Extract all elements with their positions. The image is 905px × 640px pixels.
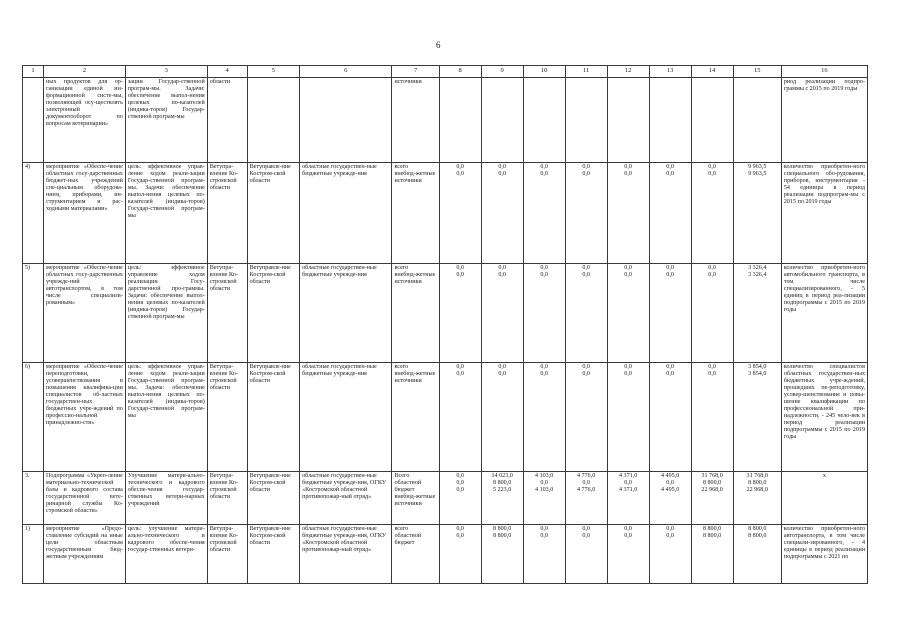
value-cell: 0,0 [666,480,674,486]
value-cell: 3 326,4 [748,272,767,278]
measure-name: мероприятие «Обеспе-чение областных госу-дарственных учрежде-ний автотранспортом, в том числе специализи-рованным» [43,264,125,363]
indicator-text: количество приобретен-ного автомобильного транспорта, в том числе специализированного, - 5 единиц в период реа-лизации подпрограммы с 2015 по 2019 годы [781,264,867,363]
header-cell: 1 [23,66,44,78]
value-cell: 0,0 [582,364,590,370]
table-row [23,264,868,363]
funding-source-line: областной бюджет [394,533,422,546]
value-cell: 0,0 [540,171,548,177]
value-cell: 0,0 [624,272,632,278]
funding-source-line: Всего [394,473,410,479]
value-cell: 4 776,0 [576,487,596,493]
header-cell: 11 [565,66,607,78]
goal-text: цель: улучшение матери-ально-технического и кадрового обеспе-чения государ-ственных ветери- [125,525,207,584]
value-cell: 0,0 [540,371,548,377]
value-cell: 0,0 [498,371,506,377]
indicator-text: количество приобретен-ного автотранспорта, в том числе специали-зированного, - 4 единицы в период реализации подпрограммы с 2021 по [781,525,867,584]
header-cell: 9 [481,66,523,78]
funding-source [392,163,439,264]
value-cell: 0,0 [456,473,464,479]
value-cell: 0,0 [456,371,464,377]
value-cell: 4 371,0 [618,487,638,493]
header-cell: 12 [607,66,649,78]
executor: Ветупра-вление Ко-стромской области [207,363,247,472]
value-cell: 9 963,5 [748,171,767,177]
header-row [23,66,868,78]
value-cell: 0,0 [582,526,590,532]
funding-source-line: областной бюджет [394,480,422,493]
value-cell: 0,0 [624,480,632,486]
goal-text: цель: эффективное управ-ление ходом реали-зации Государ-ственной програм-мы. Задачи: обеспечение выпол-нения целевых по-казателей (индика-торов) Государ-ственной програм-мы [125,163,207,264]
value-cell: 31 768,0 [701,473,723,479]
value-cell: 4 495,0 [660,473,680,479]
value-cell: 0,0 [582,533,590,539]
value-cell: 0,0 [666,272,674,278]
value-cell: 8 800,0 [702,533,722,539]
row-number [23,78,44,163]
executor: Ветупра-вление Ко-стромской области [207,264,247,363]
value-cell: 0,0 [666,265,674,271]
value-cell: 0,0 [708,364,716,370]
participants [300,78,392,163]
value-cell: 0,0 [456,272,464,278]
funding-source-line: внебюд-жетные источники [394,494,436,507]
goal-text: цель: эффективное управ-ление ходом реали-зации Государ-ственной програм-мы. Задача: обеспечение выпол-нения целевых по-казателей (индика-торов) Государ-ственной програм-мы [125,363,207,472]
table-row [23,78,868,163]
header-cell: 6 [300,66,392,78]
table-row [23,525,868,584]
value-cell: 22 968,0 [746,487,768,493]
value-cell: 0,0 [624,364,632,370]
value-cell: 8 800,0 [748,533,767,539]
value-cell: 0,0 [456,533,464,539]
value-cell: 0,0 [498,364,506,370]
value-cell: 0,0 [582,171,590,177]
value-cell: 0,0 [498,272,506,278]
coexecutor [247,78,299,163]
value-cell: 0,0 [708,371,716,377]
value-cell: 0,0 [456,171,464,177]
row-number: 6) [23,363,44,472]
funding-source [392,472,439,525]
value-cell: 4 103,0 [535,473,554,479]
funding-source-line: всего [394,364,409,370]
goal-text: зации Государ-ственной програм-мы. Задачи: обеспечение выпол-нения целевых по-казателей (индика-торов) Государ-ственной програм-мы [125,78,207,163]
executor: Ветупра-вление Ко-стромской области [207,525,247,584]
value-cell: 0,0 [666,164,674,170]
indicator-text: x [781,472,867,525]
value-cell: 0,0 [582,265,590,271]
value-cell: 0,0 [624,533,632,539]
header-cell: 4 [207,66,247,78]
value-cell: 0,0 [624,526,632,532]
funding-source-line: всего [394,265,409,271]
value-cell: 0,0 [540,480,548,486]
value-cell: 0,0 [624,164,632,170]
indicator-text: риод реализации подпро-граммы с 2015 по 2019 годы [781,78,867,163]
participants: областные государствен-ные бюджетные учрежде-ния [300,163,392,264]
value-cell: 8 800,0 [702,526,722,532]
value-cell: 0,0 [666,533,674,539]
value-cell: 8 800,0 [748,526,767,532]
participants: областные государствен-ные бюджетные учрежде-ния [300,264,392,363]
funding-source [392,264,439,363]
executor: Ветупра-вление Ко-стромской области [207,163,247,264]
value-cell: 0,0 [624,371,632,377]
measure-name: мероприятие «Обеспе-чение переподготовки, усовершенствования и повышения квалифика-ции специалистов об-ластных государствен-ных бюджетных учре-ждений по профессио-нальной принадлежно-сти» [43,363,125,472]
value-cell: 4 103,0 [535,487,554,493]
page-number: 6 [436,40,441,50]
funding-source-line: внебюд-жетные источники [394,371,436,384]
value-cell: 0,0 [624,171,632,177]
value-cell: 0,0 [540,265,548,271]
value-cell: 8 800,0 [493,533,512,539]
value-cell: 0,0 [708,164,716,170]
value-cell: 0,0 [540,533,548,539]
value-cell: 0,0 [498,164,506,170]
coexecutor: Ветуправле-ние Костром-ской области [247,264,299,363]
value-cell: 14 023,0 [491,473,513,479]
participants: областные государствен-ные бюджетные учрежде-ния [300,363,392,472]
value-cell: 0,0 [582,164,590,170]
participants: областные государствен-ные бюджетные учрежде-ния, ОГКУ «Костромской областной противопожар-ный отряд» [300,472,392,525]
coexecutor: Ветуправле-ние Костром-ской области [247,525,299,584]
measure-name: Подпрограмма «Укреп-ление материально-технической базы и кадрового состава государственной вете-ринарной службы Ко-стромской области» [43,472,125,525]
value-cell: 0,0 [540,272,548,278]
value-cell: 8 800,0 [702,480,722,486]
row-number: 5) [23,264,44,363]
value-cell: 3 326,4 [748,265,767,271]
value-cell: 0,0 [456,164,464,170]
value-cell: 0,0 [582,272,590,278]
value-cell: 0,0 [666,526,674,532]
header-cell: 8 [439,66,481,78]
value-cell: 0,0 [708,272,716,278]
funding-source [392,78,439,163]
header-cell: 10 [523,66,565,78]
value-cell: 0,0 [456,526,464,532]
coexecutor: Ветуправле-ние Костром-ской области [247,472,299,525]
header-cell: 2 [43,66,125,78]
header-cell: 14 [691,66,733,78]
value-cell: 0,0 [666,364,674,370]
funding-source [392,525,439,584]
value-cell: 0,0 [540,526,548,532]
funding-source-line: всего [394,164,409,170]
table-row [23,472,868,525]
header-cell: 16 [781,66,867,78]
value-cell: 0,0 [498,265,506,271]
coexecutor: Ветуправле-ние Костром-ской области [247,363,299,472]
header-cell: 3 [125,66,207,78]
row-number: 4) [23,163,44,264]
measure-name: ных продуктов для ор-ганизации единой ин-формационной систе-мы, позволяющей осу-ществлять электронный документооборот по вопросам ветеринарии» [43,78,125,163]
funding-source-line: внебюд-жетные источники [394,272,436,285]
row-number: 1) [23,525,44,584]
value-cell: 0,0 [456,364,464,370]
header-cell: 15 [733,66,781,78]
value-cell: 0,0 [582,371,590,377]
value-cell: 0,0 [708,265,716,271]
measure-name: мероприятие «Предо-ставление субсидий на иные цели областным государственным бюд-жетным учреждениям [43,525,125,584]
value-cell: 5 223,0 [493,487,512,493]
value-cell: 3 854,0 [748,371,767,377]
value-cell: 3 854,0 [748,364,767,370]
value-cell: 0,0 [498,171,506,177]
value-cell: 0,0 [456,487,464,493]
indicator-text: количество специалистов областных государствен-ных бюджетных учре-ждений, прошедших пе-реподготовку, усовер-шенствование и повы-шение квалификации по профессиональной при-надлежности, - 245 чело-век в период реализации подпрограммы с 2015 по 2019 годы [781,363,867,472]
program-table [22,65,868,584]
executor: Ветупра-вление Ко-стромской области [207,472,247,525]
participants: областные государствен-ные бюджетные учрежде-ния, ОГКУ «Костромской областной противопожар-ный отряд» [300,525,392,584]
value-cell: 0,0 [456,265,464,271]
header-cell: 5 [247,66,299,78]
value-cell: 9 963,5 [748,164,767,170]
funding-source-line: всего [394,526,409,532]
measure-name: мероприятие «Обеспе-чение областных госу-дарственных бюджет-ных учреждений спе-циальным оборудова-нием, приборами, ин-струментарием и рас-ходными материалами» [43,163,125,264]
table-row [23,363,868,472]
value-cell: 8 800,0 [493,526,512,532]
table-row [23,163,868,264]
goal-text: Улучшение матери-ально-технического и кадрового обеспе-чения государ-ственных ветери-нарных учреждений [125,472,207,525]
executor: области [207,78,247,163]
value-cell: 0,0 [540,364,548,370]
value-cell: 31 768,0 [746,473,768,479]
funding-source-line: источники [394,79,422,85]
coexecutor: Ветуправле-ние Костром-ской области [247,163,299,264]
indicator-text: количество приобретен-ного специального обо-рудования, приборов, инструментария - 54 единицы в период реализации подпрограм-мы с 2015 по 2019 годы [781,163,867,264]
value-cell: 0,0 [708,171,716,177]
value-cell: 4 776,0 [576,473,596,479]
value-cell: 22 968,0 [701,487,723,493]
value-cell: 0,0 [540,164,548,170]
value-cell: 0,0 [666,171,674,177]
funding-source [392,363,439,472]
value-cell: 0,0 [666,371,674,377]
value-cell: 0,0 [582,480,590,486]
value-cell: 0,0 [456,480,464,486]
row-number: 3. [23,472,44,525]
header-cell: 7 [392,66,439,78]
goal-text: цель: эффективное управление ходом реализации Госу-дарственной про-граммы. Задачи: обеспечение выпол-нения целевых по-казателей (индика-торов) Государ-ственной програм-мы [125,264,207,363]
value-cell: 8 800,0 [748,480,767,486]
funding-source-line: внебюд-жетные источники [394,171,436,184]
header-cell: 13 [649,66,691,78]
value-cell: 8 800,0 [493,480,512,486]
value-cell: 0,0 [624,265,632,271]
value-cell: 4 371,0 [618,473,638,479]
value-cell: 4 495,0 [660,487,680,493]
